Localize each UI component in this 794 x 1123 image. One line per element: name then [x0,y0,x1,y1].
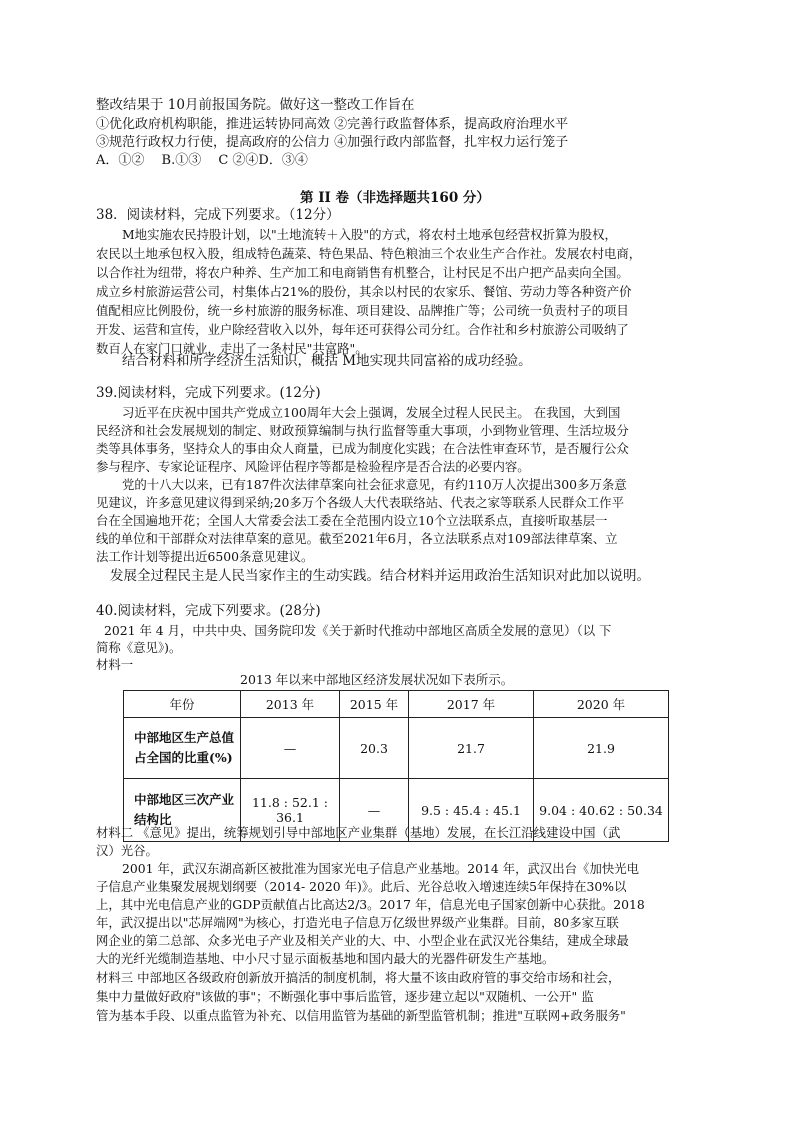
material-two-line: 网企业的第二总部、众多光电子产业及相关产业的大、中、小型企业在武汉光谷集结，建成全球最 [96,933,629,948]
q39-title: 39.阅读材料，完成下列要求。(12分) [96,385,321,401]
table-cell: — [241,718,340,779]
q38-line: 数百人在家门口就业，走出了一条村民"共富路"。 [96,341,368,356]
q39-line: 见建议，许多意见建议得到采纳;20多万个各级人大代表联络站、代表之家等联系人民群众工作平 [96,495,624,510]
q38-task: 结合材料和所学经济生活知识，概括 M地实现共同富裕的成功经验。 [122,353,532,369]
economic-data-table [123,690,669,842]
q38-line: 以合作社为纽带，将农户种养、生产加工和电商销售有机整合，让村民足不出户把产品卖向全国。 [96,265,629,280]
answer-choices: A．①② B.①③ C ②④D．③④ [96,153,308,168]
table-cell: 20.3 [340,718,409,779]
material-two-line: 上，其中光电信息产业的GDP贡献值占比高达2/3。2017 年，信息光电子国家创新中心获批。2018 [96,897,645,912]
material-two-line: 2001 年，武汉东湖高新区被批准为国家光电子信息产业基地。2014 年，武汉出台《加快光电 [122,861,640,876]
q39-line: 参与程序、专家论证程序、风险评估程序等都是检验程序是否合法的必要内容。 [96,459,530,474]
q38-line: M地实施农民持股计划，以"土地流转＋入股"的方式，将农村土地承包经营权折算为股权， [122,227,617,242]
material-two-line: 大的光纤光缆制造基地、中小尺寸显示面板基地和国内最大的光器件研发生产基地。 [96,951,555,966]
material-three-line: 管为基本手段、以重点监管为补充、以信用监管为基础的新型监管机制；推进"互联网+政务服务" [96,1008,626,1023]
q39-line: 法工作计划等提出近6500条意见建议。 [96,549,314,564]
material-two-line: 年，武汉提出以"芯屏端网"为核心，打造光电子信息万亿级世界级产业集群。目前，80多家互联 [96,915,619,930]
material-two-line: 汉）光谷。 [96,843,158,858]
q40-intro: 2021 年 4 月，中共中央、国务院印发《关于新时代推动中部地区高质全发展的意见）（以 下 [104,623,612,638]
material-one-label: 材料一 [96,657,134,672]
table-cell: 11.8 : 52.1 : 36.1 [241,779,340,842]
table-header: 2015 年 [340,691,409,718]
option-line-1: ①优化政府机构职能，推进运转协同高效 ②完善行政监督体系，提高政府治理水平 [96,117,569,132]
material-three-line: 材料三 中部地区各级政府创新放开搞活的制度机制，将大量不该由政府管的事交给市场和社会， [96,970,621,985]
table-header: 2017 年 [409,691,534,718]
table-cell: 9.5 : 45.4 : 45.1 [409,779,534,842]
material-two-line: 材料二 《意见》提出，统筹规划引导中部地区产业集群（基地）发展，在长江沿线建设中国（武 [96,825,621,840]
q40-intro: 简称《意见》)。 [96,640,182,655]
row-label [124,718,241,779]
table-caption: 2013 年以来中部地区经济发展状况如下表所示。 [240,672,514,687]
row-label-line: 中部地区三次产业 [134,792,235,807]
row-label-line: 占全国的比重(%) [134,750,233,765]
option-line-2: ③规范行政权力行使，提高政府的公信力 ④加强行政内部监督，扎牢权力运行笼子 [96,135,569,150]
material-two-line: 子信息产业集聚发展规划纲要（2014- 2020 年)》。此后、光谷总收入增速连续5年保持在30%以 [96,879,627,894]
q39-line: 民经济和社会发展规划的制定、财政预算编制与执行监督等重大事项，小到物业管理、生活垃圾分 [96,423,629,438]
prev-question-stem: 整改结果于 10月前报国务院。做好这一整改工作旨在 [96,97,415,113]
section-title: 第 II 卷（非选择题共160 分） [300,190,490,206]
q39-line: 习近平在庆祝中国共产党成立100周年大会上强调，发展全过程人民民主。 在我国，大到国 [122,405,621,420]
q38-line: 开发、运营和宣传，业户除经营收入以外，每年还可获得公司分红。合作社和乡村旅游公司吸纳了 [96,322,629,337]
table-cell: 9.04 : 40.62 : 50.34 [534,779,669,842]
row-label-line: 中部地区生产总值 [134,730,235,745]
row-label-line: 结构比 [134,812,172,827]
q39-line: 线的单位和干部群众对法律草案的意见。截至2021年6月，各立法联系点对109部法律草案、立 [96,531,618,546]
table-cell: 21.9 [534,718,669,779]
q38-line: 成立乡村旅游运营公司，村集体占21%的股份，其余以村民的农家乐、餐馆、劳动力等各种资产价 [96,284,632,299]
table-header: 2013 年 [241,691,340,718]
table-row [124,718,669,779]
q38-line: 农民以土地承包权入股，组成特色蔬菜、特色果品、特色粮油三个农业生产合作社。发展农村电商， [96,246,642,261]
q40-title: 40.阅读材料，完成下列要求。(28分) [96,603,321,619]
material-three-line: 集中力量做好政府"该做的事"；不断强化事中事后监管，逐步建立起以"双随机、一公开" 监 [96,989,594,1004]
q38-line: 值配相应比例股份，统一乡村旅游的服务标准、项目建设、品牌推广等；公司统一负责村子的项目 [96,303,629,318]
q39-line: 台在全国遍地开花；全国人大常委会法工委在全范围内设立10个立法联系点，直接听取基层一 [96,513,608,528]
table-header: 2020 年 [534,691,669,718]
table-cell: 21.7 [409,718,534,779]
q39-line: 党的十八大以来，已有187件次法律草案向社会征求意见，有约110万人次提出300多万条意 [122,477,627,492]
q38-title: 38．阅读材料，完成下列要求。（12分） [96,207,340,223]
q39-line: 类等具体事务，坚持众人的事由众人商量，已成为制度化实践；在合法性审查环节，是否履行公众 [96,441,629,456]
table-cell: — [340,779,409,842]
table-header: 年份 [124,691,241,718]
q39-task: 发展全过程民主是人民当家作主的生动实践。结合材料并运用政治生活知识对此加以说明。 [110,568,650,584]
